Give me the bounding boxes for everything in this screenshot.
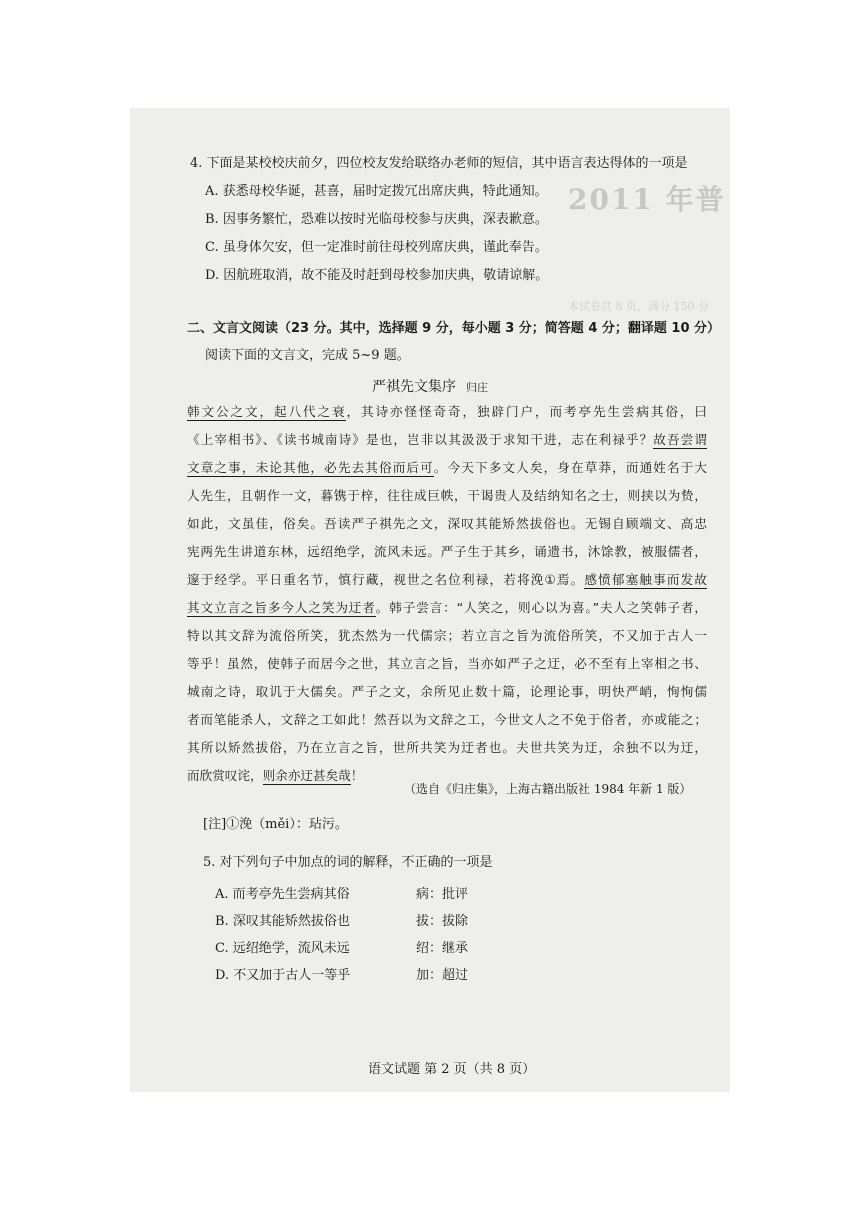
essay-title xyxy=(372,376,488,396)
essay-line xyxy=(187,488,707,504)
underlined-text: 故吾尝谓 xyxy=(653,432,708,447)
essay-text: 。韩子尝言：“人笑之，则心以为喜。”夫人之笑韩子者， xyxy=(375,600,708,615)
underlined-text: 文章之事，未论其他，必先去其俗而后可 xyxy=(187,460,434,475)
essay-line xyxy=(187,432,707,448)
essay-text: 城南之诗，取讥于大儒矣。严子之文，余所见止数十篇，论理论事，明快严峭，恂恂儒 xyxy=(187,684,707,699)
essay-line xyxy=(187,572,707,588)
essay-line xyxy=(187,684,707,700)
essay-title-text: 严祺先文集序 xyxy=(372,379,456,395)
essay-line xyxy=(187,404,707,420)
essay-text: 邃于经学。平日重名节，慎行藏，视世之名位利禄，若将浼①焉。 xyxy=(187,572,585,587)
q4-stem: 4. 下面是某校校庆前夕，四位校友发给联络办老师的短信，其中语言表达得体的一项是 xyxy=(190,156,688,171)
essay-text: 如此，文虽佳，俗矣。吾读严子祺先之文，深叹其能矫然拔俗也。无锡自顾端文、高忠 xyxy=(187,516,707,531)
essay-text: ！ xyxy=(350,768,364,783)
q5-option-b: B. 深叹其能矫然拔俗也 xyxy=(215,914,350,929)
underlined-text: 其文立言之旨多今人之笑为迂者 xyxy=(187,600,376,615)
q4-option-c: C. 虽身体欠安，但一定准时前往母校列席庆典，谨此奉告。 xyxy=(205,240,548,255)
q5-option-b-gloss: 拔：拔除 xyxy=(416,914,469,929)
underlined-text: 则余亦迂甚矣哉 xyxy=(262,768,351,783)
essay-text: 等乎！虽然，使韩子而居今之世，其立言之旨，当亦如严子之迂，必不至有上宰相之书、 xyxy=(187,656,707,671)
page-footer: 语文试题 第 2 页（共 8 页） xyxy=(368,1062,536,1077)
essay-text: 人先生，且朝作一文，暮镌于梓，往往成巨帙，干谒贵人及结纳知名之士，则挟以为贽， xyxy=(187,488,707,503)
underlined-text: 感愤郁塞触事而发故 xyxy=(584,572,708,587)
essay-line xyxy=(187,600,707,616)
essay-line xyxy=(187,516,707,532)
q4-option-a: A. 获悉母校华诞，甚喜，届时定拨冗出席庆典，特此通知。 xyxy=(205,184,548,199)
essay-text: 宪两先生讲道东林，远绍绝学，流风未远。严子生于其乡，诵遗书，沐馀教，被服儒者， xyxy=(187,544,707,559)
essay-source: （选自《归庄集》，上海古籍出版社 1984 年新 1 版） xyxy=(404,782,692,796)
essay-line xyxy=(187,544,707,560)
essay-text: 而欣赏叹诧， xyxy=(187,768,263,783)
essay-note: [注]①浼（měi）：玷污。 xyxy=(203,817,348,832)
essay-author: 归庄 xyxy=(466,381,488,394)
q5-option-c: C. 远绍绝学，流风未远 xyxy=(215,941,350,956)
section2-instruction: 阅读下面的文言文，完成 5~9 题。 xyxy=(205,348,410,363)
essay-line xyxy=(187,712,707,728)
essay-text: 其所以矫然拔俗，乃在立言之旨，世所共笑为迂者也。夫世共笑为迂，余独不以为迂， xyxy=(187,740,707,755)
show-through-text: 2011 年普 xyxy=(568,183,726,216)
essay-text: 《上宰相书》、《读书城南诗》是也，岂非以其汲汲于求知干进，志在利禄乎？ xyxy=(187,432,654,447)
essay-line xyxy=(187,656,707,672)
q4-option-d: D. 因航班取消，故不能及时赶到母校参加庆典，敬请谅解。 xyxy=(205,268,549,283)
section2-heading: 二、文言文阅读（23 分。其中，选择题 9 分，每小题 3 分；简答题 4 分；翻译题 10 分） xyxy=(187,321,721,336)
q5-stem: 5. 对下列句子中加点的词的解释，不正确的一项是 xyxy=(203,855,493,870)
essay-text: ，其诗亦怪怪奇奇，独辟门户，而考亭先生尝病其俗，曰 xyxy=(346,404,708,419)
q5-option-d-gloss: 加：超过 xyxy=(416,968,469,983)
show-through-text-small: 本试卷共 8 页，满分 150 分 xyxy=(568,300,709,313)
essay-text: 特以其文辞为流俗所笑，犹杰然为一代儒宗；若立言之旨为流俗所笑，不又加于古人一 xyxy=(187,628,707,643)
q5-option-a: A. 而考亭先生尝病其俗 xyxy=(215,887,350,902)
q5-option-a-gloss: 病：批评 xyxy=(416,887,469,902)
essay-line xyxy=(187,740,707,756)
essay-line xyxy=(187,628,707,644)
essay-text: 者而笔能杀人，文辞之工如此！然吾以为文辞之工，今世文人之不免于俗者，亦或能之； xyxy=(187,712,707,727)
q5-option-c-gloss: 绍：继承 xyxy=(416,941,469,956)
q4-option-b: B. 因事务繁忙，恐难以按时光临母校参与庆典，深表歉意。 xyxy=(205,212,548,227)
essay-text: 。今天下多文人矣，身在草莽，而通姓名于大 xyxy=(433,460,708,475)
q5-option-d: D. 不又加于古人一等乎 xyxy=(215,968,351,983)
essay-line xyxy=(187,460,707,476)
underlined-text: 韩文公之文，起八代之衰 xyxy=(187,404,347,419)
